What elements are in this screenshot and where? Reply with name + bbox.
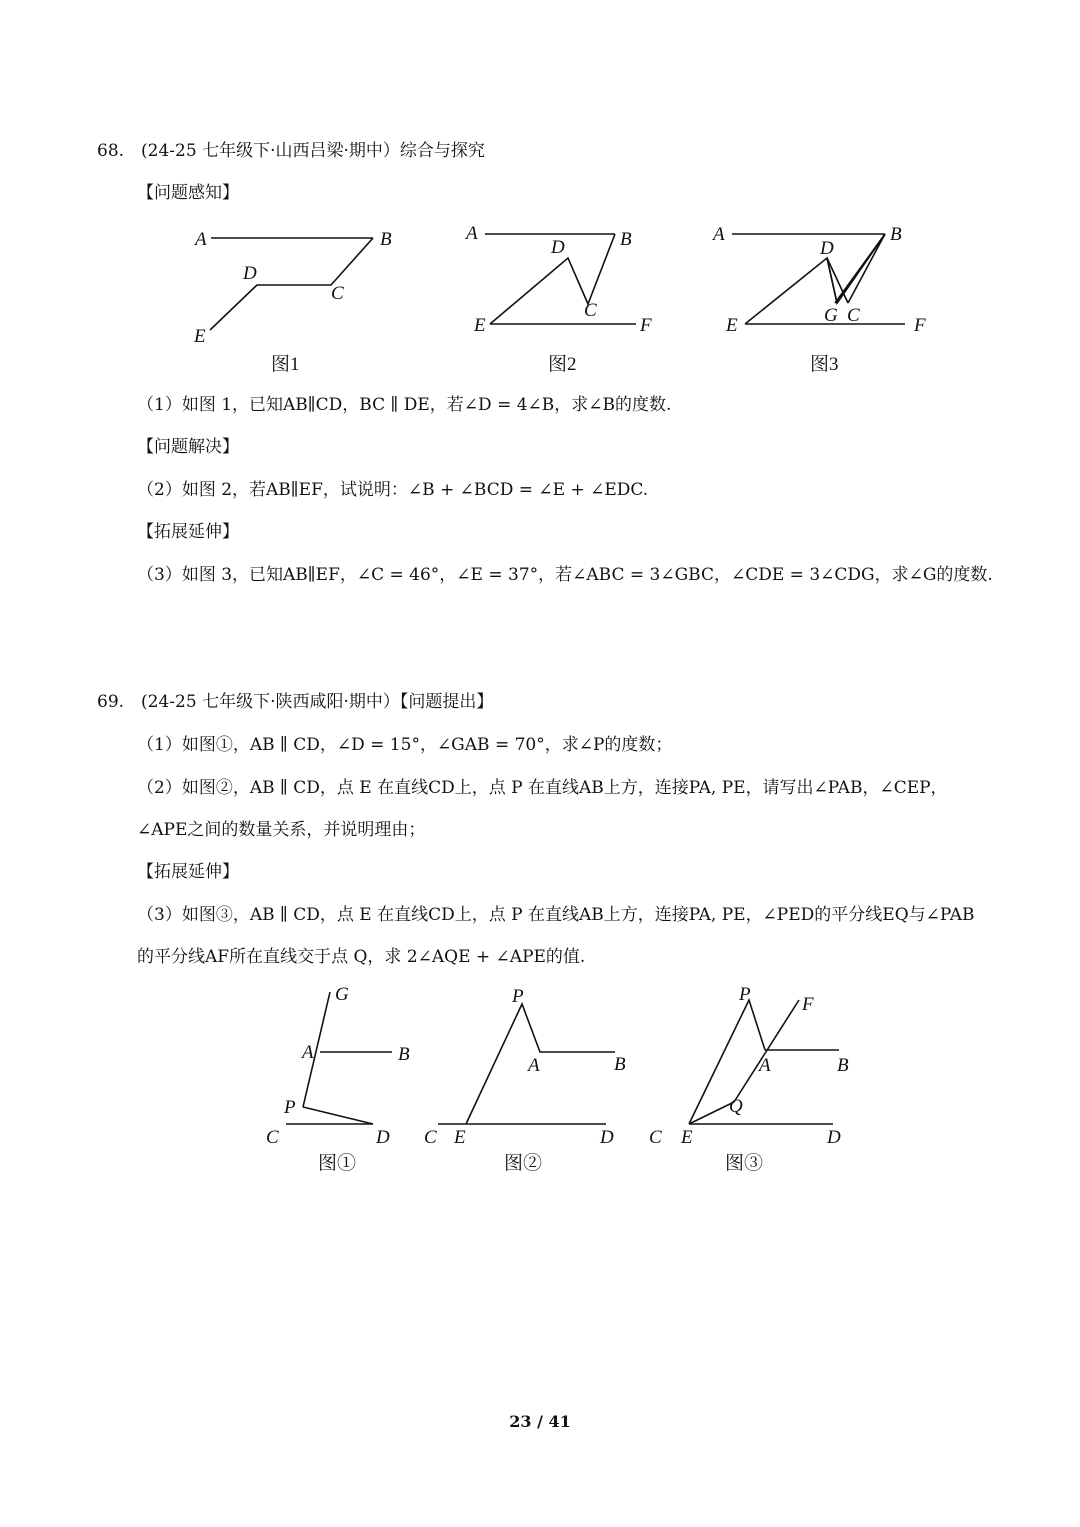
fig-3-caption: 图③ <box>725 1153 764 1174</box>
q68-part-3: （3）如图 3，已知AB∥EF，∠C = 46°，∠E = 37°，若∠ABC = 3∠GBC，∠CDE = 3∠CDG，求∠G的度数. <box>137 565 993 585</box>
fig2-label-b: B <box>620 229 632 250</box>
fig3-label-d: D <box>820 238 834 259</box>
fig2-caption: 图2 <box>548 354 577 375</box>
q69-part-1: （1）如图①，AB ∥ CD，∠D = 15°，∠GAB = 70°，求∠P的度数； <box>137 735 673 755</box>
fig-3-label-d: D <box>827 1127 841 1148</box>
fig-1-label-c: C <box>266 1127 279 1148</box>
fig-1-label-a: A <box>302 1042 314 1063</box>
q68-part-1: （1）如图 1，已知AB∥CD，BC ∥ DE，若∠D = 4∠B，求∠B的度数. <box>137 395 672 415</box>
fig3-label-g: G <box>824 305 838 326</box>
q69-figure-3 <box>645 980 875 1180</box>
fig1-label-b: B <box>380 229 392 250</box>
fig-3-label-e: E <box>681 1127 693 1148</box>
q68-figure-1 <box>185 222 415 382</box>
fig1-label-c: C <box>331 283 344 304</box>
fig1-label-a: A <box>195 229 207 250</box>
fig-2-label-d: D <box>600 1127 614 1148</box>
fig2-label-d: D <box>551 237 565 258</box>
fig-2-label-a: A <box>528 1055 540 1076</box>
fig-1-label-d: D <box>376 1127 390 1148</box>
fig2-label-e: E <box>474 315 486 336</box>
fig-2-label-e: E <box>454 1127 466 1148</box>
fig-3-label-p: P <box>739 984 751 1005</box>
fig2-label-c: C <box>584 300 597 321</box>
fig1-caption: 图1 <box>271 354 300 375</box>
fig-1-caption: 图① <box>318 1153 357 1174</box>
q68-section-extend: 【拓展延伸】 <box>137 522 239 542</box>
fig-3-label-c: C <box>649 1127 662 1148</box>
fig-3-label-q: Q <box>729 1096 743 1117</box>
q69-part-2-line-1: （2）如图②，AB ∥ CD，点 E 在直线CD上，点 P 在直线AB上方，连接PA, PE，请写出∠PAB，∠CEP， <box>137 778 948 798</box>
q69-figure-1 <box>260 980 430 1180</box>
fig-1-label-p: P <box>284 1097 296 1118</box>
q69-part-3-line-1: （3）如图③，AB ∥ CD，点 E 在直线CD上，点 P 在直线AB上方，连接PA, PE，∠PED的平分线EQ与∠PAB <box>137 905 975 925</box>
fig-1-label-g: G <box>335 984 349 1005</box>
q68-section-perception: 【问题感知】 <box>137 183 239 203</box>
fig3-caption: 图3 <box>810 354 839 375</box>
fig2-label-a: A <box>466 223 478 244</box>
fig3-label-e: E <box>726 315 738 336</box>
fig-3-label-b: B <box>837 1055 849 1076</box>
fig-2-label-b: B <box>614 1054 626 1075</box>
fig3-label-b: B <box>890 224 902 245</box>
q68-section-solve: 【问题解决】 <box>137 437 239 457</box>
fig2-label-f: F <box>640 315 652 336</box>
fig3-label-c: C <box>847 305 860 326</box>
q68-part-2: （2）如图 2，若AB∥EF，试说明：∠B + ∠BCD = ∠E + ∠EDC. <box>137 480 649 500</box>
q68-header: 68. (24-25 七年级下·山西吕梁·期中）综合与探究 <box>97 141 485 161</box>
fig-2-label-p: P <box>512 986 524 1007</box>
q69-part-3-line-2: 的平分线AF所在直线交于点 Q，求 2∠AQE + ∠APE的值. <box>137 947 586 967</box>
fig-2-label-c: C <box>424 1127 437 1148</box>
q68-figure-2 <box>460 218 670 378</box>
fig1-label-d: D <box>243 263 257 284</box>
q68-figure-3 <box>710 218 950 378</box>
fig3-label-f: F <box>914 315 926 336</box>
q69-figure-2 <box>420 980 640 1180</box>
fig-3-label-f: F <box>802 994 814 1015</box>
q69-header: 69. (24-25 七年级下·陕西咸阳·期中）【问题提出】 <box>97 692 494 712</box>
fig1-label-e: E <box>194 326 206 347</box>
q69-part-2-line-2: ∠APE之间的数量关系，并说明理由； <box>137 820 426 840</box>
fig-2-caption: 图② <box>504 1153 543 1174</box>
page-number: 23 / 41 <box>509 1412 571 1431</box>
fig3-label-a: A <box>713 224 725 245</box>
fig-3-label-a: A <box>759 1055 771 1076</box>
fig-1-label-b: B <box>398 1044 410 1065</box>
q69-section-extend: 【拓展延伸】 <box>137 862 239 882</box>
